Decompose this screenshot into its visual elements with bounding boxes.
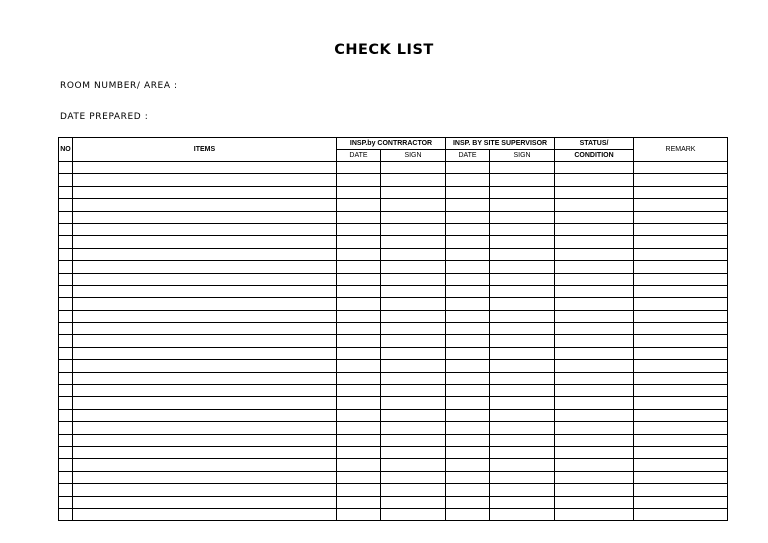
table-cell[interactable] (381, 508, 446, 520)
table-cell[interactable] (381, 248, 446, 260)
table-cell[interactable] (337, 273, 381, 285)
table-cell[interactable] (490, 471, 555, 483)
table-cell[interactable] (490, 298, 555, 310)
table-cell[interactable] (73, 347, 337, 359)
table-cell[interactable] (555, 459, 634, 471)
table-cell[interactable] (59, 248, 73, 260)
table-cell[interactable] (381, 310, 446, 322)
table-cell[interactable] (381, 335, 446, 347)
table-cell[interactable] (59, 385, 73, 397)
table-cell[interactable] (490, 409, 555, 421)
table-cell[interactable] (381, 211, 446, 223)
table-cell[interactable] (446, 372, 490, 384)
table-cell[interactable] (490, 211, 555, 223)
table-row (59, 508, 728, 520)
table-cell[interactable] (446, 508, 490, 520)
table-cell[interactable] (634, 397, 728, 409)
table-cell[interactable] (634, 248, 728, 260)
table-row (59, 459, 728, 471)
table-cell[interactable] (59, 162, 73, 174)
table-cell[interactable] (446, 484, 490, 496)
table-cell[interactable] (490, 174, 555, 186)
table-cell[interactable] (59, 223, 73, 235)
table-cell[interactable] (490, 508, 555, 520)
checklist-table (58, 137, 728, 521)
table-row (59, 186, 728, 198)
table-cell[interactable] (381, 422, 446, 434)
table-row (59, 236, 728, 248)
table-cell[interactable] (490, 323, 555, 335)
table-cell[interactable] (634, 273, 728, 285)
table-cell[interactable] (381, 223, 446, 235)
table-cell[interactable] (337, 223, 381, 235)
table-cell[interactable] (59, 211, 73, 223)
table-row (59, 360, 728, 372)
table-row (59, 223, 728, 235)
table-cell[interactable] (59, 422, 73, 434)
table-cell[interactable] (555, 372, 634, 384)
table-cell[interactable] (634, 471, 728, 483)
table-cell[interactable] (634, 174, 728, 186)
table-cell[interactable] (555, 261, 634, 273)
table-cell[interactable] (381, 360, 446, 372)
table-row (59, 385, 728, 397)
table-row (59, 409, 728, 421)
checklist-rows (59, 162, 728, 521)
table-cell[interactable] (337, 162, 381, 174)
table-cell[interactable] (381, 496, 446, 508)
table-cell[interactable] (337, 186, 381, 198)
table-cell[interactable] (381, 409, 446, 421)
table-cell[interactable] (490, 372, 555, 384)
table-row (59, 298, 728, 310)
table-cell[interactable] (337, 236, 381, 248)
col-supervisor-sign: SIGN (490, 150, 555, 162)
table-cell[interactable] (634, 496, 728, 508)
table-cell[interactable] (446, 273, 490, 285)
table-cell[interactable] (634, 223, 728, 235)
table-cell[interactable] (381, 199, 446, 211)
table-cell[interactable] (337, 248, 381, 260)
table-cell[interactable] (59, 186, 73, 198)
table-cell[interactable] (73, 508, 337, 520)
table-cell[interactable] (555, 446, 634, 458)
table-row (59, 285, 728, 297)
table-cell[interactable] (446, 186, 490, 198)
table-row (59, 372, 728, 384)
table-cell[interactable] (381, 446, 446, 458)
table-cell[interactable] (337, 174, 381, 186)
table-cell[interactable] (446, 471, 490, 483)
table-row (59, 434, 728, 446)
table-cell[interactable] (634, 508, 728, 520)
col-status-bottom: CONDITION (555, 150, 634, 162)
table-cell[interactable] (555, 471, 634, 483)
col-items: ITEMS (73, 138, 337, 162)
table-row (59, 248, 728, 260)
page-title: CHECK LIST (334, 42, 434, 58)
table-cell[interactable] (381, 372, 446, 384)
table-cell[interactable] (73, 409, 337, 421)
table-cell[interactable] (446, 434, 490, 446)
table-cell[interactable] (73, 484, 337, 496)
table-cell[interactable] (59, 372, 73, 384)
table-cell[interactable] (446, 211, 490, 223)
col-contractor-sign: SIGN (381, 150, 446, 162)
table-cell[interactable] (490, 434, 555, 446)
table-row (59, 446, 728, 458)
table-cell[interactable] (634, 434, 728, 446)
table-cell[interactable] (73, 273, 337, 285)
table-cell[interactable] (446, 298, 490, 310)
table-cell[interactable] (59, 285, 73, 297)
table-cell[interactable] (73, 248, 337, 260)
table-cell[interactable] (490, 310, 555, 322)
table-row (59, 174, 728, 186)
table-cell[interactable] (59, 261, 73, 273)
table-cell[interactable] (59, 323, 73, 335)
table-cell[interactable] (446, 385, 490, 397)
table-cell[interactable] (634, 285, 728, 297)
table-cell[interactable] (59, 273, 73, 285)
table-cell[interactable] (337, 285, 381, 297)
table-cell[interactable] (381, 385, 446, 397)
table-cell[interactable] (73, 459, 337, 471)
table-cell[interactable] (555, 199, 634, 211)
table-cell[interactable] (634, 385, 728, 397)
table-row (59, 496, 728, 508)
col-contractor: INSP.by CONTRRACTOR (337, 138, 446, 150)
table-cell[interactable] (381, 434, 446, 446)
table-row (59, 347, 728, 359)
table-cell[interactable] (73, 162, 337, 174)
table-cell[interactable] (446, 236, 490, 248)
table-cell[interactable] (337, 471, 381, 483)
table-cell[interactable] (381, 186, 446, 198)
table-cell[interactable] (555, 422, 634, 434)
table-cell[interactable] (59, 174, 73, 186)
table-row (59, 261, 728, 273)
table-cell[interactable] (337, 422, 381, 434)
table-cell[interactable] (73, 310, 337, 322)
table-cell[interactable] (634, 323, 728, 335)
table-cell[interactable] (446, 335, 490, 347)
table-cell[interactable] (446, 162, 490, 174)
table-cell[interactable] (555, 347, 634, 359)
table-cell[interactable] (634, 360, 728, 372)
table-cell[interactable] (381, 484, 446, 496)
table-cell[interactable] (73, 186, 337, 198)
table-cell[interactable] (381, 323, 446, 335)
table-cell[interactable] (555, 409, 634, 421)
date-prepared-field: DATE PREPARED : (60, 112, 149, 122)
table-cell[interactable] (446, 409, 490, 421)
table-cell[interactable] (73, 298, 337, 310)
table-cell[interactable] (59, 508, 73, 520)
table-cell[interactable] (59, 446, 73, 458)
table-cell[interactable] (555, 298, 634, 310)
col-remark: REMARK (634, 138, 728, 162)
table-cell[interactable] (634, 298, 728, 310)
table-cell[interactable] (634, 335, 728, 347)
table-cell[interactable] (59, 347, 73, 359)
table-row (59, 323, 728, 335)
table-cell[interactable] (490, 385, 555, 397)
table-cell[interactable] (381, 174, 446, 186)
table-cell[interactable] (73, 223, 337, 235)
table-cell[interactable] (490, 162, 555, 174)
table-cell[interactable] (555, 397, 634, 409)
table-row (59, 310, 728, 322)
table-cell[interactable] (634, 211, 728, 223)
table-cell[interactable] (446, 285, 490, 297)
table-cell[interactable] (337, 310, 381, 322)
table-cell[interactable] (490, 459, 555, 471)
table-cell[interactable] (490, 422, 555, 434)
table-cell[interactable] (446, 422, 490, 434)
table-cell[interactable] (381, 347, 446, 359)
table-cell[interactable] (446, 174, 490, 186)
table-cell[interactable] (446, 446, 490, 458)
table-cell[interactable] (446, 199, 490, 211)
table-cell[interactable] (73, 446, 337, 458)
table-cell[interactable] (555, 484, 634, 496)
table-cell[interactable] (634, 162, 728, 174)
table-cell[interactable] (337, 335, 381, 347)
table-cell[interactable] (555, 310, 634, 322)
table-cell[interactable] (337, 261, 381, 273)
table-cell[interactable] (555, 385, 634, 397)
table-cell[interactable] (634, 261, 728, 273)
table-cell[interactable] (490, 335, 555, 347)
table-cell[interactable] (337, 199, 381, 211)
table-cell[interactable] (446, 310, 490, 322)
table-cell[interactable] (555, 508, 634, 520)
table-cell[interactable] (59, 471, 73, 483)
table-row (59, 484, 728, 496)
table-cell[interactable] (555, 236, 634, 248)
table-cell[interactable] (446, 347, 490, 359)
table-cell[interactable] (59, 434, 73, 446)
table-cell[interactable] (634, 186, 728, 198)
table-cell[interactable] (59, 199, 73, 211)
table-cell[interactable] (490, 496, 555, 508)
table-cell[interactable] (59, 236, 73, 248)
table-cell[interactable] (59, 459, 73, 471)
table-cell[interactable] (446, 223, 490, 235)
table-cell[interactable] (555, 248, 634, 260)
table-cell[interactable] (446, 248, 490, 260)
table-cell[interactable] (59, 310, 73, 322)
table-cell[interactable] (634, 199, 728, 211)
table-cell[interactable] (555, 273, 634, 285)
table-cell[interactable] (446, 261, 490, 273)
table-cell[interactable] (490, 273, 555, 285)
table-cell[interactable] (73, 199, 337, 211)
table-cell[interactable] (555, 335, 634, 347)
table-cell[interactable] (446, 397, 490, 409)
table-cell[interactable] (555, 223, 634, 235)
table-cell[interactable] (555, 174, 634, 186)
table-cell[interactable] (73, 236, 337, 248)
table-cell[interactable] (490, 248, 555, 260)
table-cell[interactable] (555, 211, 634, 223)
table-cell[interactable] (634, 484, 728, 496)
table-cell[interactable] (73, 372, 337, 384)
table-row (59, 397, 728, 409)
table-cell[interactable] (381, 471, 446, 483)
table-cell[interactable] (381, 298, 446, 310)
table-cell[interactable] (490, 347, 555, 359)
table-cell[interactable] (59, 335, 73, 347)
table-cell[interactable] (73, 261, 337, 273)
table-cell[interactable] (555, 162, 634, 174)
table-cell[interactable] (73, 360, 337, 372)
table-row (59, 335, 728, 347)
table-cell[interactable] (337, 508, 381, 520)
table-cell[interactable] (73, 496, 337, 508)
col-no: NO (59, 138, 73, 162)
table-cell[interactable] (73, 323, 337, 335)
table-cell[interactable] (337, 360, 381, 372)
col-contractor-date: DATE (337, 150, 381, 162)
table-cell[interactable] (381, 236, 446, 248)
table-cell[interactable] (490, 199, 555, 211)
table-cell[interactable] (59, 397, 73, 409)
table-cell[interactable] (555, 434, 634, 446)
table-cell[interactable] (337, 298, 381, 310)
table-cell[interactable] (73, 471, 337, 483)
table-cell[interactable] (446, 323, 490, 335)
table-cell[interactable] (490, 484, 555, 496)
table-cell[interactable] (634, 310, 728, 322)
table-cell[interactable] (337, 434, 381, 446)
table-cell[interactable] (73, 434, 337, 446)
table-cell[interactable] (490, 261, 555, 273)
table-cell[interactable] (337, 385, 381, 397)
table-cell[interactable] (490, 360, 555, 372)
table-row (59, 162, 728, 174)
table-cell[interactable] (337, 446, 381, 458)
room-number-field: ROOM NUMBER/ AREA : (60, 81, 178, 91)
table-cell[interactable] (337, 347, 381, 359)
table-cell[interactable] (446, 496, 490, 508)
table-cell[interactable] (490, 446, 555, 458)
table-cell[interactable] (634, 236, 728, 248)
col-supervisor-date: DATE (446, 150, 490, 162)
table-cell[interactable] (634, 459, 728, 471)
table-cell[interactable] (337, 409, 381, 421)
table-cell[interactable] (381, 162, 446, 174)
col-status-top: STATUS/ (555, 138, 634, 150)
table-cell[interactable] (634, 372, 728, 384)
table-cell[interactable] (59, 484, 73, 496)
table-cell[interactable] (381, 459, 446, 471)
table-cell[interactable] (634, 347, 728, 359)
table-row (59, 471, 728, 483)
table-cell[interactable] (73, 211, 337, 223)
table-cell[interactable] (337, 484, 381, 496)
table-cell[interactable] (490, 186, 555, 198)
table-cell[interactable] (337, 459, 381, 471)
table-cell[interactable] (59, 496, 73, 508)
table-cell[interactable] (337, 372, 381, 384)
table-cell[interactable] (73, 422, 337, 434)
table-row (59, 211, 728, 223)
table-cell[interactable] (337, 496, 381, 508)
table-cell[interactable] (73, 335, 337, 347)
table-cell[interactable] (337, 397, 381, 409)
table-cell[interactable] (446, 360, 490, 372)
table-cell[interactable] (490, 223, 555, 235)
table-cell[interactable] (73, 397, 337, 409)
table-cell[interactable] (555, 360, 634, 372)
table-cell[interactable] (490, 236, 555, 248)
table-row (59, 199, 728, 211)
table-row (59, 422, 728, 434)
table-cell[interactable] (59, 409, 73, 421)
table-cell[interactable] (634, 446, 728, 458)
table-cell[interactable] (73, 385, 337, 397)
table-cell[interactable] (59, 360, 73, 372)
table-cell[interactable] (634, 422, 728, 434)
table-cell[interactable] (490, 397, 555, 409)
table-cell[interactable] (490, 285, 555, 297)
table-cell[interactable] (555, 323, 634, 335)
table-cell[interactable] (73, 174, 337, 186)
col-supervisor: INSP. BY SITE SUPERVISOR (446, 138, 555, 150)
table-row (59, 273, 728, 285)
table-cell[interactable] (337, 323, 381, 335)
table-cell[interactable] (446, 459, 490, 471)
table-cell[interactable] (59, 298, 73, 310)
table-cell[interactable] (634, 409, 728, 421)
table-cell[interactable] (381, 397, 446, 409)
table-cell[interactable] (555, 496, 634, 508)
table-cell[interactable] (381, 273, 446, 285)
table-cell[interactable] (337, 211, 381, 223)
table-cell[interactable] (381, 261, 446, 273)
table-cell[interactable] (73, 285, 337, 297)
table-cell[interactable] (555, 285, 634, 297)
table-cell[interactable] (555, 186, 634, 198)
table-cell[interactable] (381, 285, 446, 297)
